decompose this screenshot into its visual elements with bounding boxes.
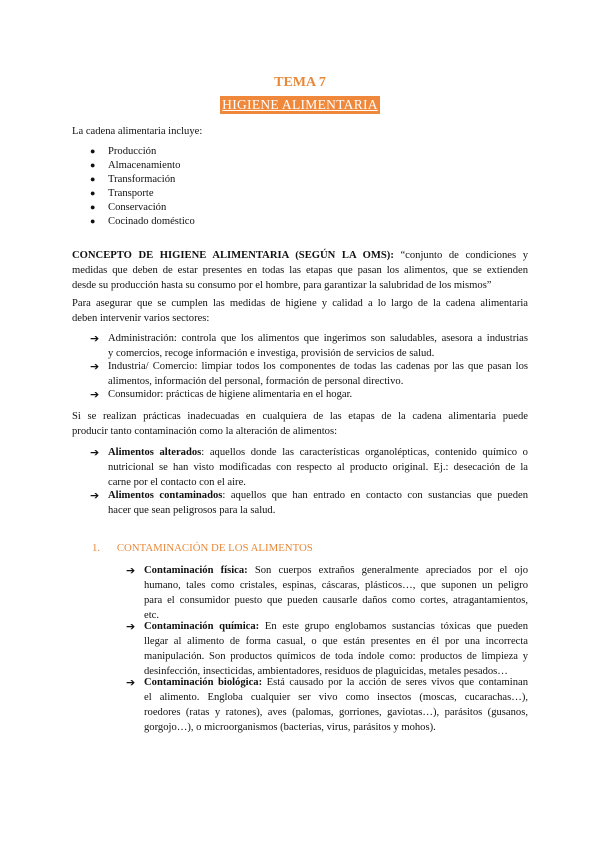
bullet-icon: ● — [90, 188, 96, 198]
concepto-heading: CONCEPTO DE HIGIENE ALIMENTARIA (SEGÚN LA OMS): — [72, 250, 394, 261]
contaminados-line-1 — [108, 488, 528, 503]
concepto-line-2: medidas que deben de estar presentes en todas las etapas que pasan los alimentos, que se extienden — [72, 265, 528, 276]
biologica-text: Está causado por la acción de seres vivos que contaminan — [262, 677, 528, 688]
biologica-line-4: gorgojo…), o microorganismos (bacterias, virus, parásitos y mohos). — [144, 722, 436, 733]
arrow-right-icon: ➔ — [90, 332, 100, 345]
bullet-icon: ● — [90, 216, 96, 226]
practicas-intro-line-2: producir tanto contaminación como la alteración de alimentos: — [72, 426, 338, 437]
contaminacion-quimica-item — [144, 619, 528, 679]
page-title: TEMA 7 — [274, 75, 326, 90]
quimica-line-4: desinfección, insecticidas, ambientadores, residuos de plaguicidas, metales pesados… — [144, 666, 508, 677]
sector-line-2: y comercios, recoge información e investiga, provisión de servicios de salud. — [108, 348, 435, 359]
list-item: Producción — [108, 146, 157, 157]
contaminacion-biologica-item — [144, 675, 528, 735]
list-item: Transporte — [108, 188, 154, 199]
alimentos-alterados-item — [108, 445, 528, 490]
sector-line-1: Administración: controla que los alimentos que ingerimos son saludables, asesora a industrias — [108, 333, 528, 344]
quimica-line-1 — [144, 619, 528, 634]
practicas-intro-line-1: Si se realizan prácticas inadecuadas en cualquiera de las etapas de la cadena alimentaria puede — [72, 411, 528, 422]
alterados-line-1 — [108, 445, 528, 460]
biologica-line-1 — [144, 675, 528, 690]
biologica-line-2: el alimento. Engloba cualquier ser vivo como insectos (moscas, cucarachas…), — [144, 692, 528, 703]
sector-item-administracion — [108, 331, 528, 361]
sectores-intro — [72, 296, 528, 326]
contaminados-line-2: hacer que sean peligrosos para la salud. — [108, 505, 276, 516]
arrow-right-icon: ➔ — [90, 388, 100, 401]
arrow-right-icon: ➔ — [90, 489, 100, 502]
sector-item-industria — [108, 359, 528, 389]
sectores-intro-line-1: Para asegurar que se cumplen las medidas de higiene y calidad a lo largo de la cadena alimentaria — [72, 298, 528, 309]
sector-item-consumidor: Consumidor: prácticas de higiene alimentaria en el hogar. — [108, 389, 353, 400]
concepto-line-3: desde su producción hasta su consumo por el hombre, para garantizar la salubridad de los mismos” — [72, 280, 492, 291]
list-item: Cocinado doméstico — [108, 216, 195, 227]
quimica-line-3: manipulación. Son productos químicos de toda índole como: productos de limpieza y — [144, 651, 528, 662]
arrow-right-icon: ➔ — [126, 564, 136, 577]
list-item: Conservación — [108, 202, 167, 213]
alimentos-contaminados-item — [108, 488, 528, 518]
fisica-line-2: humano, tales como cristales, espinas, cáscaras, plásticos…, que suponen un peligro — [144, 580, 528, 591]
contaminados-term: Alimentos contaminados — [108, 490, 223, 501]
subtitle-wrapper — [0, 96, 600, 114]
contaminacion-fisica-item — [144, 563, 528, 623]
arrow-right-icon: ➔ — [90, 446, 100, 459]
concepto-paragraph — [72, 248, 528, 293]
biologica-term: Contaminación biológica: — [144, 677, 263, 688]
alterados-line-2: nutricional se han visto modificadas con respecto al producto original. Ej.: desecación de la — [108, 462, 528, 473]
biologica-line-3: roedores (ratas y ratones), aves (palomas, gorriones, gaviotas…), parásitos (gusanos, — [144, 707, 528, 718]
bullet-icon: ● — [90, 202, 96, 212]
fisica-line-4: etc. — [144, 610, 159, 621]
sector-line-1: Industria/ Comercio: limpiar todos los componentes de todas las cadenas por las que pasan los — [108, 361, 528, 372]
sector-line-2: alimentos, información del personal, formación de personal directivo. — [108, 376, 404, 387]
section-number: 1. — [92, 542, 101, 554]
section-title: CONTAMINACIÓN DE LOS ALIMENTOS — [116, 542, 313, 554]
bullet-icon: ● — [90, 174, 96, 184]
alterados-text: : aquellos donde las características organolépticas, contenido químico o — [201, 447, 528, 458]
sectores-intro-line-2: deben intervenir varios sectores: — [72, 313, 210, 324]
quimica-text: En este grupo englobamos sustancias tóxicas que pueden — [259, 621, 528, 632]
intro-text: La cadena alimentaria incluye: — [72, 126, 203, 137]
page-subtitle: HIGIENE ALIMENTARIA — [222, 97, 378, 112]
section-heading — [92, 541, 313, 556]
concepto-text-start: “conjunto de condiciones y — [393, 250, 528, 261]
practicas-intro — [72, 409, 528, 439]
arrow-right-icon: ➔ — [126, 676, 136, 689]
quimica-line-2: llegar al alimento de forma casual, o que están presentes en él por una incorrecta — [144, 636, 528, 647]
fisica-text: Son cuerpos extraños generalmente apreciados por el ojo — [247, 565, 528, 576]
alterados-term: Alimentos alterados — [108, 447, 202, 458]
bullet-icon: ● — [90, 160, 96, 170]
contaminados-text: : aquellos que han entrado en contacto con sustancias que pueden — [222, 490, 528, 501]
bullet-icon: ● — [90, 146, 96, 156]
arrow-right-icon: ➔ — [90, 360, 100, 373]
alterados-line-3: carne por el contacto con el aire. — [108, 477, 246, 488]
concepto-line-1 — [72, 248, 528, 263]
quimica-term: Contaminación química: — [144, 621, 260, 632]
arrow-right-icon: ➔ — [126, 620, 136, 633]
fisica-term: Contaminación física: — [144, 565, 248, 576]
fisica-line-3: para el consumidor puesto que pueden causarle daños como cortes, atragantamientos, — [144, 595, 528, 606]
list-item: Transformación — [108, 174, 176, 185]
fisica-line-1 — [144, 563, 528, 578]
list-item: Almacenamiento — [108, 160, 181, 171]
